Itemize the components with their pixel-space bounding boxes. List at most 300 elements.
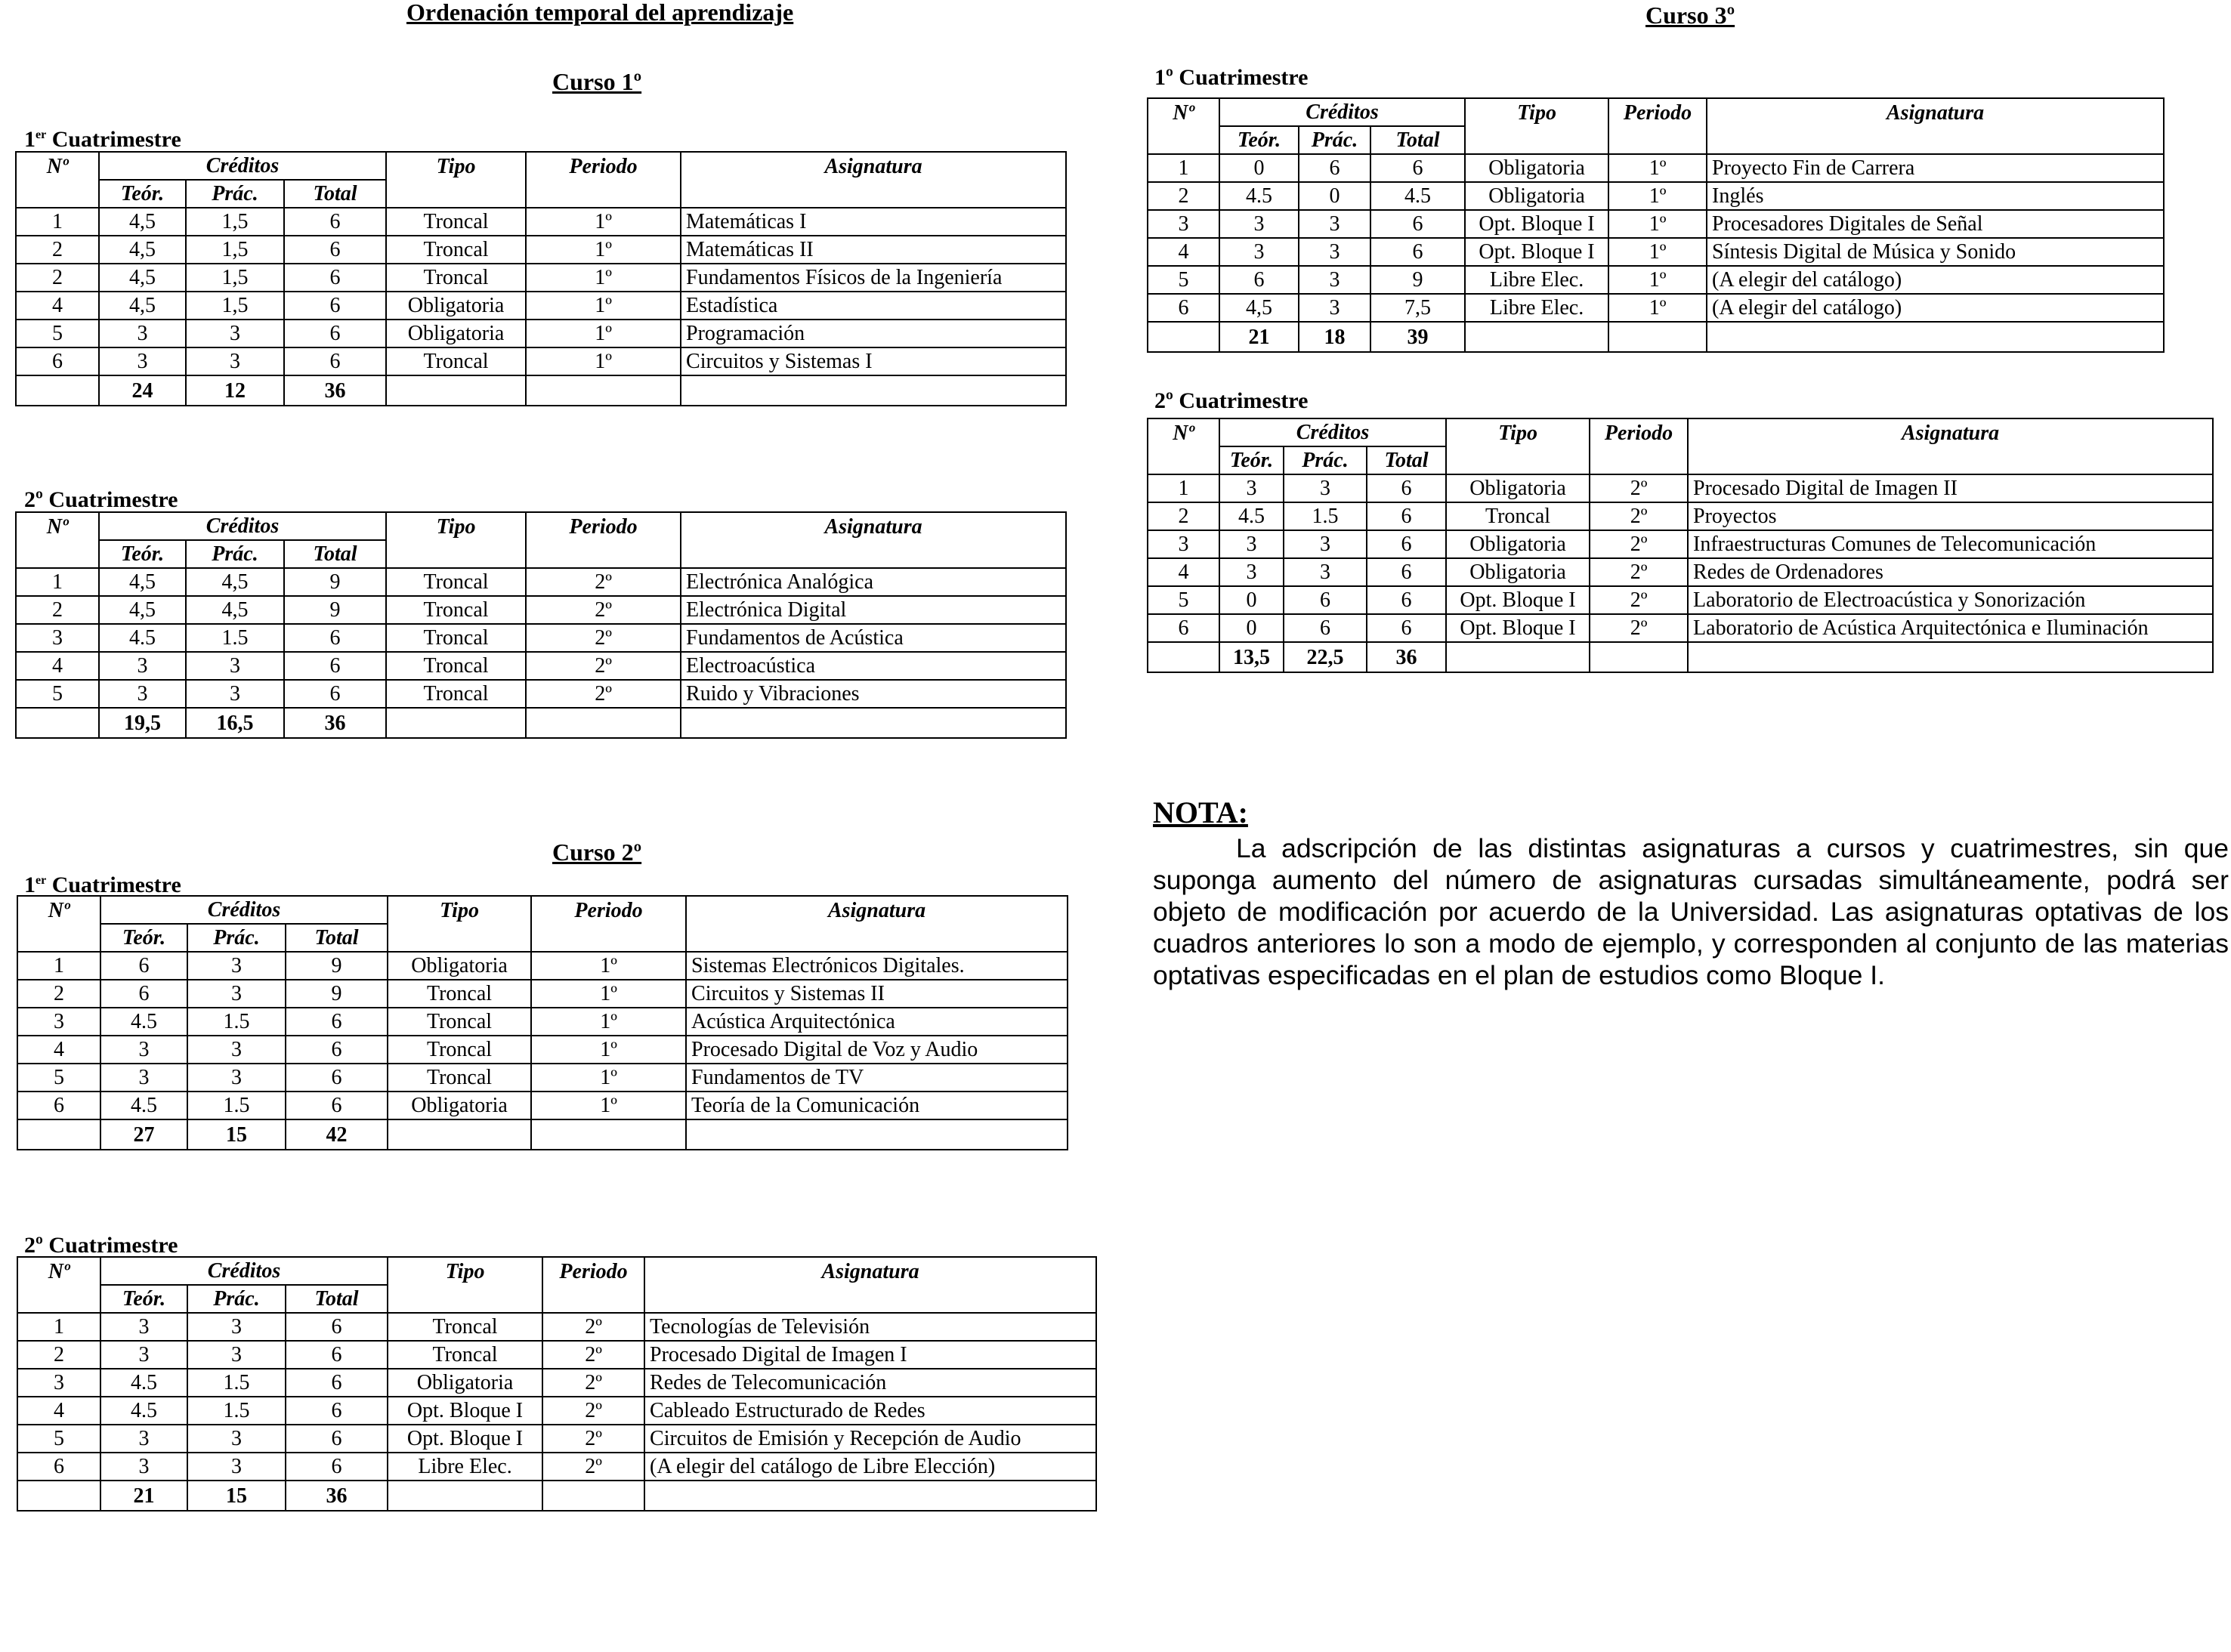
cell-total: 6 [286,1453,388,1481]
table-row [16,680,1066,708]
cell-total: 6 [286,1397,388,1425]
cell-asignatura: Fundamentos de Acústica [681,624,1066,652]
header-tipo: Tipo [386,152,526,180]
cell-n: 6 [17,1092,100,1119]
cell-n: 1 [17,952,100,980]
cell-prac: 1,5 [186,208,284,236]
cell-periodo: 1º [531,1092,686,1119]
cell-periodo: 1º [1608,238,1707,266]
semester-title: 1º Cuatrimestre [1154,65,1309,90]
header-blank [1148,126,1219,154]
total-prac: 15 [187,1119,286,1150]
cell-asignatura: Ruido y Vibraciones [681,680,1066,708]
cell-prac: 1.5 [186,624,284,652]
cell-total: 6 [1367,614,1446,642]
cell-prac: 3 [1284,530,1367,558]
cell-periodo: 1º [531,1008,686,1036]
cell-total: 6 [284,624,386,652]
cell-n: 4 [1148,238,1219,266]
total-prac: 22,5 [1284,642,1367,672]
cell-periodo: 2º [542,1425,644,1453]
cell-total: 9 [286,980,388,1008]
header-blank [386,180,526,208]
cell-prac: 3 [187,1064,286,1092]
cell-asignatura: Matemáticas I [681,208,1066,236]
header-creditos: Créditos [100,1257,388,1285]
header-tipo: Tipo [388,896,531,924]
cell-n: 3 [16,624,99,652]
table-row [17,980,1068,1008]
nota-title: NOTA: [1153,795,1248,829]
cell-tipo: Obligatoria [388,1369,542,1397]
cell-n: 2 [16,236,99,264]
cell-tipo: Obligatoria [1465,154,1608,182]
table-row [16,292,1066,320]
cell-n: 5 [1148,266,1219,294]
total-prac: 12 [186,375,284,406]
cell-prac: 3 [1299,210,1370,238]
cell-teor: 4.5 [100,1008,187,1036]
cell-total: 6 [1370,238,1465,266]
header-total: Total [1367,446,1446,474]
cell-asignatura: Electrónica Analógica [681,568,1066,596]
cell-n: 2 [16,264,99,292]
cell-asignatura: (A elegir del catálogo) [1707,266,2164,294]
table-row [1148,474,2213,502]
cell-prac: 6 [1299,154,1370,182]
totals-blank [16,375,99,406]
totals-blank [526,375,681,406]
cell-prac: 0 [1299,182,1370,210]
cell-asignatura: Tecnologías de Televisión [644,1313,1096,1341]
cell-prac: 1.5 [187,1008,286,1036]
header-n: Nº [1148,418,1219,446]
cell-asignatura: Infraestructuras Comunes de Telecomunicación [1688,530,2213,558]
cell-prac: 3 [1299,294,1370,322]
header-teor: Teór. [100,1285,187,1313]
totals-blank [686,1119,1068,1150]
cell-prac: 3 [187,980,286,1008]
cell-teor: 4.5 [100,1397,187,1425]
cell-asignatura: Programación [681,320,1066,347]
cell-n: 1 [1148,154,1219,182]
cell-periodo: 2º [1590,530,1688,558]
header-teor: Teór. [99,180,186,208]
header-blank [681,540,1066,568]
cell-total: 6 [286,1313,388,1341]
header-creditos: Créditos [99,152,386,180]
cell-tipo: Troncal [386,652,526,680]
total-teor: 21 [1219,322,1299,352]
cell-tipo: Opt. Bloque I [1465,210,1608,238]
header-blank [388,1285,542,1313]
cell-total: 6 [284,680,386,708]
table-row [17,1313,1096,1341]
totals-blank [644,1481,1096,1511]
cell-total: 6 [286,1369,388,1397]
cell-periodo: 2º [526,680,681,708]
cell-asignatura: Circuitos de Emisión y Recepción de Audio [644,1425,1096,1453]
total-total: 36 [284,375,386,406]
cell-tipo: Troncal [388,1341,542,1369]
cell-teor: 0 [1219,154,1299,182]
table-header-row [17,1257,1096,1285]
header-periodo: Periodo [542,1257,644,1285]
cell-periodo: 1º [1608,182,1707,210]
cell-teor: 3 [99,680,186,708]
table-row [17,1092,1068,1119]
table-row [16,208,1066,236]
totals-blank [17,1481,100,1511]
table-row [1148,558,2213,586]
cell-total: 6 [284,320,386,347]
cell-asignatura: Procesado Digital de Voz y Audio [686,1036,1068,1064]
total-total: 42 [286,1119,388,1150]
table-row [16,264,1066,292]
total-prac: 16,5 [186,708,284,738]
totals-blank [1707,322,2164,352]
cell-teor: 3 [1219,558,1284,586]
table-totals-row [17,1119,1068,1150]
cell-teor: 3 [99,347,186,375]
cell-tipo: Troncal [386,236,526,264]
header-blank [1446,446,1590,474]
header-prac: Prác. [187,1285,286,1313]
cell-n: 2 [1148,502,1219,530]
totals-blank [531,1119,686,1150]
cell-asignatura: Electroacústica [681,652,1066,680]
cell-n: 4 [16,292,99,320]
cell-total: 6 [284,347,386,375]
totals-blank [388,1481,542,1511]
cell-tipo: Troncal [388,1036,531,1064]
cell-prac: 3 [186,347,284,375]
header-prac: Prác. [186,180,284,208]
cell-total: 6 [1370,210,1465,238]
cell-tipo: Obligatoria [1446,530,1590,558]
header-n: Nº [17,896,100,924]
cell-prac: 3 [1284,474,1367,502]
cell-periodo: 1º [531,1064,686,1092]
table-row [1148,154,2164,182]
cell-total: 6 [1367,530,1446,558]
cell-n: 1 [17,1313,100,1341]
totals-blank [17,1119,100,1150]
cell-asignatura: Fundamentos Físicos de la Ingeniería [681,264,1066,292]
cell-tipo: Obligatoria [388,952,531,980]
cell-teor: 6 [1219,266,1299,294]
header-blank [526,540,681,568]
cell-asignatura: Redes de Telecomunicación [644,1369,1096,1397]
table-row [17,952,1068,980]
cell-teor: 3 [100,1313,187,1341]
table-row [17,1453,1096,1481]
header-blank [386,540,526,568]
cell-periodo: 1º [531,1036,686,1064]
table-row [17,1064,1068,1092]
header-total: Total [284,540,386,568]
cell-total: 6 [284,292,386,320]
curso-3-title: Curso 3º [1645,2,1735,29]
cell-tipo: Libre Elec. [1465,294,1608,322]
cell-asignatura: Circuitos y Sistemas II [686,980,1068,1008]
cell-periodo: 1º [1608,154,1707,182]
header-blank [644,1285,1096,1313]
header-blank [542,1285,644,1313]
cell-prac: 1.5 [187,1092,286,1119]
cell-total: 6 [284,652,386,680]
header-blank [388,924,531,952]
cell-periodo: 2º [1590,474,1688,502]
cell-periodo: 2º [526,568,681,596]
cell-tipo: Libre Elec. [388,1453,542,1481]
header-asignatura: Asignatura [1688,418,2213,446]
cell-asignatura: Redes de Ordenadores [1688,558,2213,586]
cell-teor: 3 [1219,210,1299,238]
cell-asignatura: Fundamentos de TV [686,1064,1068,1092]
total-total: 39 [1370,322,1465,352]
cell-periodo: 1º [526,208,681,236]
totals-blank [681,375,1066,406]
cell-n: 2 [1148,182,1219,210]
curso-2-title: Curso 2º [552,838,642,866]
cell-teor: 3 [1219,530,1284,558]
cell-teor: 6 [100,980,187,1008]
cell-teor: 4.5 [100,1092,187,1119]
cell-prac: 1.5 [1284,502,1367,530]
cell-periodo: 2º [542,1369,644,1397]
page-title: Ordenación temporal del aprendizaje [406,0,794,26]
cell-asignatura: Laboratorio de Acústica Arquitectónica e Iluminación [1688,614,2213,642]
header-asignatura: Asignatura [681,512,1066,540]
cell-teor: 3 [99,652,186,680]
table-row [16,568,1066,596]
table-row [17,1425,1096,1453]
cell-total: 9 [284,596,386,624]
semester-title: 2º Cuatrimestre [24,487,178,512]
cell-total: 6 [286,1036,388,1064]
header-teor: Teór. [99,540,186,568]
cell-prac: 1.5 [187,1397,286,1425]
table-subheader-row [17,1285,1096,1313]
cell-prac: 3 [187,1453,286,1481]
header-periodo: Periodo [526,512,681,540]
header-prac: Prác. [1284,446,1367,474]
cell-teor: 4,5 [99,264,186,292]
cell-tipo: Troncal [386,596,526,624]
cell-prac: 3 [187,1036,286,1064]
cell-prac: 1,5 [186,236,284,264]
cell-n: 5 [17,1425,100,1453]
header-tipo: Tipo [386,512,526,540]
cell-tipo: Opt. Bloque I [388,1425,542,1453]
cell-asignatura: Proyectos [1688,502,2213,530]
schedule-table-curso2-cuat2 [17,1256,1097,1512]
cell-periodo: 2º [542,1453,644,1481]
table-header-row [17,896,1068,924]
cell-tipo: Troncal [386,680,526,708]
cell-asignatura: Teoría de la Comunicación [686,1092,1068,1119]
cell-n: 5 [16,320,99,347]
cell-n: 6 [16,347,99,375]
table-row [1148,586,2213,614]
cell-asignatura: Cableado Estructurado de Redes [644,1397,1096,1425]
cell-n: 6 [1148,294,1219,322]
header-n: Nº [16,152,99,180]
total-total: 36 [1367,642,1446,672]
cell-asignatura: (A elegir del catálogo) [1707,294,2164,322]
header-total: Total [1370,126,1465,154]
cell-total: 6 [1370,154,1465,182]
cell-periodo: 2º [542,1397,644,1425]
cell-asignatura: Proyecto Fin de Carrera [1707,154,2164,182]
header-blank [17,924,100,952]
cell-tipo: Libre Elec. [1465,266,1608,294]
cell-n: 3 [1148,530,1219,558]
cell-teor: 4,5 [99,596,186,624]
cell-total: 6 [284,236,386,264]
cell-total: 7,5 [1370,294,1465,322]
cell-asignatura: (A elegir del catálogo de Libre Elección) [644,1453,1096,1481]
cell-teor: 6 [100,952,187,980]
header-blank [1707,126,2164,154]
header-tipo: Tipo [1465,98,1608,126]
cell-tipo: Obligatoria [386,292,526,320]
header-asignatura: Asignatura [686,896,1068,924]
cell-periodo: 2º [542,1313,644,1341]
header-creditos: Créditos [1219,98,1465,126]
cell-n: 3 [17,1008,100,1036]
cell-teor: 4.5 [99,624,186,652]
semester-title: 1er Cuatrimestre [24,872,181,897]
cell-teor: 3 [100,1064,187,1092]
cell-prac: 3 [1299,238,1370,266]
header-total: Total [284,180,386,208]
cell-tipo: Obligatoria [1446,558,1590,586]
cell-asignatura: Electrónica Digital [681,596,1066,624]
cell-n: 1 [16,208,99,236]
schedule-table-curso3-cuat1 [1147,97,2165,353]
table-totals-row [1148,322,2164,352]
header-periodo: Periodo [526,152,681,180]
cell-tipo: Troncal [386,208,526,236]
header-blank [17,1285,100,1313]
header-periodo: Periodo [1590,418,1688,446]
header-asignatura: Asignatura [644,1257,1096,1285]
cell-n: 3 [1148,210,1219,238]
totals-blank [542,1481,644,1511]
header-periodo: Periodo [531,896,686,924]
cell-teor: 3 [100,1453,187,1481]
cell-periodo: 1º [526,236,681,264]
cell-teor: 4,5 [99,568,186,596]
table-subheader-row [17,924,1068,952]
cell-total: 9 [284,568,386,596]
header-blank [16,180,99,208]
header-total: Total [286,924,388,952]
cell-asignatura: Procesado Digital de Imagen I [644,1341,1096,1369]
cell-periodo: 2º [526,596,681,624]
header-prac: Prác. [186,540,284,568]
total-teor: 21 [100,1481,187,1511]
totals-blank [1465,322,1608,352]
semester-title: 1er Cuatrimestre [24,127,181,152]
cell-prac: 3 [186,680,284,708]
cell-prac: 3 [186,320,284,347]
table-subheader-row [16,540,1066,568]
cell-prac: 1.5 [187,1369,286,1397]
cell-total: 6 [1367,474,1446,502]
cell-prac: 3 [186,652,284,680]
header-blank [1590,446,1688,474]
cell-total: 6 [1367,558,1446,586]
cell-prac: 4,5 [186,568,284,596]
cell-tipo: Troncal [388,1008,531,1036]
total-prac: 18 [1299,322,1370,352]
table-row [1148,294,2164,322]
totals-blank [681,708,1066,738]
table-totals-row [17,1481,1096,1511]
cell-periodo: 1º [526,264,681,292]
cell-asignatura: Síntesis Digital de Música y Sonido [1707,238,2164,266]
table-row [17,1397,1096,1425]
cell-n: 6 [1148,614,1219,642]
cell-teor: 0 [1219,614,1284,642]
cell-tipo: Troncal [386,624,526,652]
cell-n: 4 [17,1397,100,1425]
cell-teor: 4,5 [99,208,186,236]
cell-tipo: Troncal [386,568,526,596]
cell-teor: 3 [1219,474,1284,502]
semester-title: 2º Cuatrimestre [1154,388,1309,413]
cell-periodo: 1º [526,320,681,347]
cell-total: 6 [286,1008,388,1036]
header-blank [526,180,681,208]
table-row [17,1036,1068,1064]
cell-periodo: 2º [526,652,681,680]
cell-periodo: 2º [1590,586,1688,614]
totals-blank [1608,322,1707,352]
cell-n: 2 [17,980,100,1008]
header-prac: Prác. [1299,126,1370,154]
cell-periodo: 2º [526,624,681,652]
cell-total: 6 [286,1425,388,1453]
cell-n: 2 [17,1341,100,1369]
cell-periodo: 2º [1590,558,1688,586]
totals-blank [388,1119,531,1150]
cell-n: 4 [1148,558,1219,586]
cell-prac: 3 [1299,266,1370,294]
curso-1-title: Curso 1º [552,68,642,95]
cell-n: 2 [16,596,99,624]
cell-n: 6 [17,1453,100,1481]
cell-asignatura: Procesadores Digitales de Señal [1707,210,2164,238]
table-row [16,347,1066,375]
cell-asignatura: Estadística [681,292,1066,320]
header-periodo: Periodo [1608,98,1707,126]
table-row [17,1341,1096,1369]
cell-tipo: Obligatoria [386,320,526,347]
cell-asignatura: Circuitos y Sistemas I [681,347,1066,375]
cell-tipo: Troncal [388,1064,531,1092]
cell-n: 1 [16,568,99,596]
cell-n: 5 [16,680,99,708]
cell-asignatura: Sistemas Electrónicos Digitales. [686,952,1068,980]
table-row [16,236,1066,264]
total-total: 36 [286,1481,388,1511]
table-totals-row [16,375,1066,406]
cell-periodo: 1º [1608,294,1707,322]
